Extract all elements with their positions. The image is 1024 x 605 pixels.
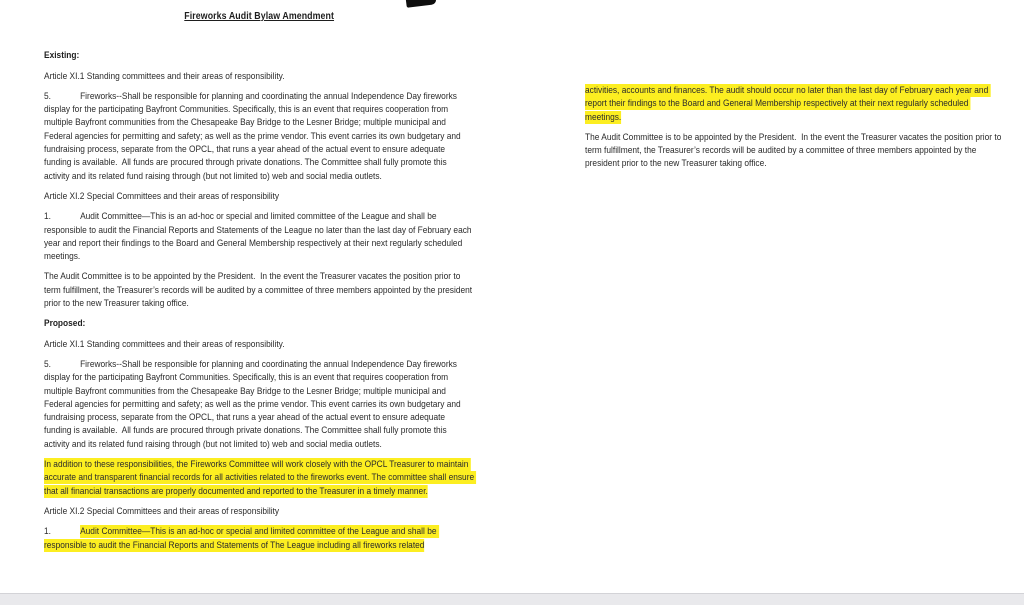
text-run: Fireworks--Shall be responsible for planning and coordinating the annual Independence Day fireworks display for the participating Bayfront Communities. Specifically, this is an event that requires cooperation from multiple Bayfront communities from the Chesapeake Bay Bridge to the Lesner Bridge; multiple municipal and Federal agencies for permitting and safety; as well as the prime vendor. This event carries its own budgetary and fundraising process, separate from the OPCL, that runs a year ahead of the actual event to ensure adequate funding is available. All funds are procured through private donations. The Committee shall fully promote this activity and its related fund raising through (but not limited to) web and social media outlets. bbox=[44, 90, 464, 182]
text-run: Article XI.2 Special Committees and their areas of responsibility bbox=[44, 505, 280, 517]
highlighted-text: In addition to these responsibilities, the Fireworks Committee will work closely with the OPCL Treasurer to maintain accurate and transparent financial records for all activities related to the fireworks event. The committee shall ensure that all financial transactions are properly documented and reported to the Treasurer in a timely manner. bbox=[44, 459, 477, 497]
highlighted-text: activities, accounts and finances. The audit should occur no later than the last day of February each year and report their findings to the Board and General Membership respectively at their next regularly scheduled meetings. bbox=[585, 85, 991, 123]
numbered-paragraph bbox=[44, 90, 474, 183]
list-number: 5. bbox=[44, 358, 51, 370]
cutoff-heading-glyph bbox=[405, 0, 436, 8]
page-bottom-gutter bbox=[0, 593, 1024, 605]
section-label bbox=[44, 49, 474, 62]
right-column bbox=[585, 84, 1006, 178]
text-run: Existing: bbox=[44, 50, 80, 62]
paragraph bbox=[44, 505, 474, 518]
text-run: Fireworks Audit Bylaw Amendment bbox=[184, 11, 335, 22]
text-run: Article XI.2 Special Committees and their areas of responsibility bbox=[44, 190, 280, 202]
text-run: Article XI.1 Standing committees and their areas of responsibility. bbox=[44, 338, 285, 350]
numbered-paragraph bbox=[44, 210, 474, 263]
paragraph bbox=[44, 338, 474, 351]
list-number: 5. bbox=[44, 90, 51, 102]
numbered-paragraph bbox=[44, 525, 474, 552]
text-run: Article XI.1 Standing committees and their areas of responsibility. bbox=[44, 70, 285, 82]
highlighted-text: Audit Committee—This is an ad-hoc or special and limited committee of the League and shall be responsible to audit the Financial Reports and Statements of The League including all fireworks related bbox=[44, 526, 439, 551]
paragraph bbox=[44, 190, 474, 203]
paragraph bbox=[44, 70, 474, 83]
doc-subtitle bbox=[44, 10, 474, 23]
text-run: The Audit Committee is to be appointed by the President. In the event the Treasurer vacates the position prior to term fulfillment, the Treasurer’s records will be audited by a committee of three members appointed by the president prior to the new Treasurer taking office. bbox=[44, 271, 475, 310]
paragraph bbox=[585, 131, 1006, 171]
list-number: 1. bbox=[44, 211, 51, 223]
text-run: Fireworks--Shall be responsible for planning and coordinating the annual Independence Day fireworks display for the participating Bayfront Communities. Specifically, this is an event that requires cooperation from multiple Bayfront communities from the Chesapeake Bay Bridge to the Lesner Bridge; multiple municipal and Federal agencies for permitting and safety; as well as the prime vendor. This event carries its own budgetary and fundraising process, separate from the OPCL, that runs a year ahead of the actual event to ensure adequate funding is available. All funds are procured through private donations. The Committee shall fully promote this activity and its related fund raising through (but not limited to) web and social media outlets. bbox=[44, 358, 464, 450]
paragraph bbox=[44, 458, 477, 498]
paragraph bbox=[585, 84, 1006, 124]
text-run: The Audit Committee is to be appointed by the President. In the event the Treasurer vacates the position prior to term fulfillment, the Treasurer’s records will be audited by a committee of three members appointed by the president prior to the new Treasurer taking office. bbox=[585, 131, 1004, 170]
section-label bbox=[44, 317, 474, 330]
text-run: Audit Committee—This is an ad-hoc or special and limited committee of the League and shall be responsible to audit the Financial Reports and Statements of the League no later than the last day of February each year and report their findings to the Board and General Membership respectively at their next regularly scheduled meetings. bbox=[44, 211, 474, 263]
left-column bbox=[44, 10, 477, 559]
list-number: 1. bbox=[44, 526, 51, 538]
paragraph bbox=[44, 270, 474, 310]
text-run: Proposed: bbox=[44, 318, 86, 330]
numbered-paragraph bbox=[44, 358, 474, 451]
